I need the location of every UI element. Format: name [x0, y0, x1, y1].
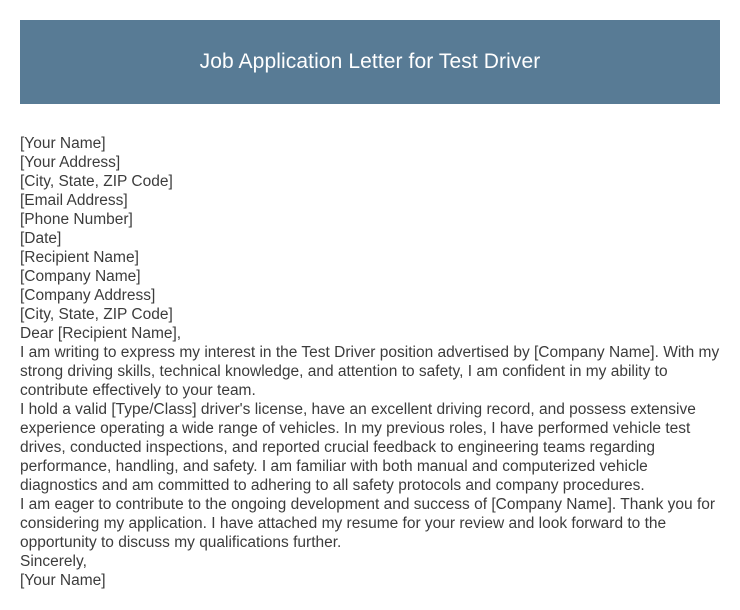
letter-header-banner — [20, 20, 720, 104]
sender-city-state-zip: [City, State, ZIP Code] — [20, 173, 173, 190]
sender-address: [Your Address] — [20, 154, 121, 171]
sender-name: [Your Name] — [20, 135, 106, 152]
salutation: Dear [Recipient Name], — [20, 325, 182, 342]
recipient-name: [Recipient Name] — [20, 249, 139, 266]
company-name: [Company Name] — [20, 268, 141, 285]
company-address: [Company Address] — [20, 287, 156, 304]
letter-body — [20, 134, 722, 590]
sender-phone: [Phone Number] — [20, 211, 133, 228]
page-title: Job Application Letter for Test Driver — [199, 50, 541, 73]
letter-date: [Date] — [20, 230, 62, 247]
sender-email: [Email Address] — [20, 192, 128, 209]
recipient-city-state-zip: [City, State, ZIP Code] — [20, 306, 173, 323]
body-paragraph-interest: I am writing to express my interest in the Test Driver position advertised by [Company Name]. With my strong driving skills, technical knowledge, and attention to safety, I am confident in my ability to contribute effectively to your team. — [20, 344, 720, 399]
signature-name: [Your Name] — [20, 572, 106, 589]
body-paragraph-experience: I hold a valid [Type/Class] driver's license, have an excellent driving record, and possess extensive experience operating a wide range of vehicles. In my previous roles, I have performed vehicle test drives, conducted inspections, and reported crucial feedback to engineering teams regarding performance, handling, and safety. I am familiar with both manual and computerized vehicle diagnostics and am committed to adhering to all safety protocols and company procedures. — [20, 401, 696, 494]
closing: Sincerely, — [20, 553, 87, 570]
body-paragraph-closing: I am eager to contribute to the ongoing development and success of [Company Name]. Thank you for considering my application. I have attached my resume for your review and look forward to the opportunity to discuss my qualifications further. — [20, 496, 716, 551]
